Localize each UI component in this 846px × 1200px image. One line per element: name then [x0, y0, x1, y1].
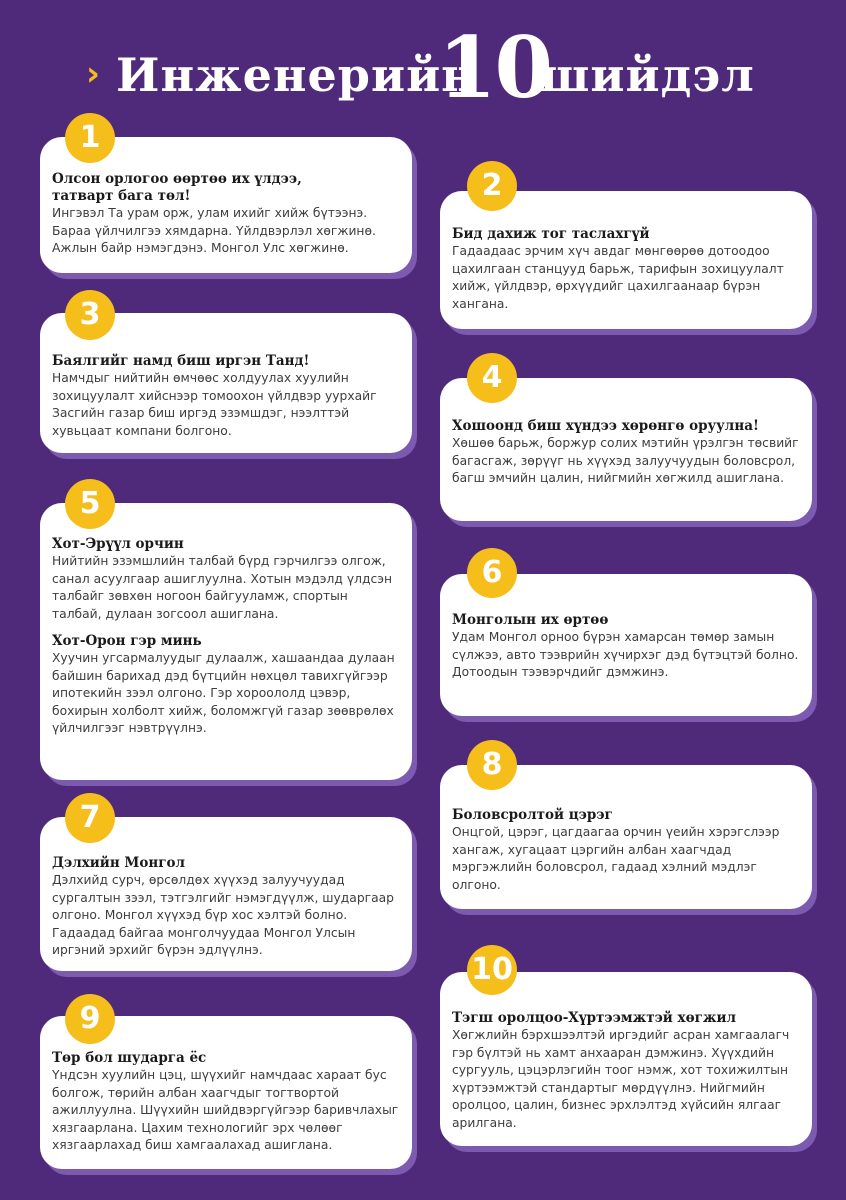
- card-10-body: Хөгжлийн бэрхшээлтэй иргэдийг асран хамгаалагч гэр бүлтэй нь хамт анхааран дэмжинэ. Хүүхдийн сургууль, цэцэрлэгийн тоог нэмж, хот тохижилтын хүртээмжтэй стандартыг мөрдүүлнэ. Нийгмийн оролцоо, цалин, бизнес эрхлэлтэд хүйсийн ялгааг арилгана.: [452, 1028, 790, 1130]
- title-word-left: Инженерийн: [116, 48, 476, 102]
- title-number: 10: [438, 18, 551, 117]
- card-3-title: Баялгийг намд биш иргэн Танд!: [52, 353, 310, 369]
- card-1-title: Олсон орлогоо өөртөө их үлдээ, татварт бага төл!: [52, 171, 302, 204]
- card-6-number-badge: 6: [467, 548, 517, 598]
- card-4-number-badge: 4: [467, 353, 517, 403]
- card-5-number-badge: 5: [65, 479, 115, 529]
- card-8-body: Онцгой, цэрэг, цагдаагаа орчин үеийн хэрэгслээр хангаж, хугацаат цэргийн албан хаагчдад мэргэжлийн боловсрол, гадаад хэлний мэдлэг олгоно.: [452, 825, 780, 892]
- card-5: [40, 503, 412, 780]
- card-8-number-badge: 8: [467, 740, 517, 790]
- card-5-gap: [52, 623, 400, 633]
- card-10-title: Тэгш оролцоо-Хүртээмжтэй хөгжил: [452, 1010, 737, 1026]
- card-6-body: Удам Монгол орноо бүрэн хамарсан төмөр замын сүлжээ, авто тээврийн хүчирхэг дэд бүтэцтэй болно. Дотоодын тээвэрчдийг дэмжинэ.: [452, 630, 799, 679]
- card-4-body: Хөшөө барьж, боржур солих мэтийн үрэлгэн төсвийг багасгаж, зөрүүг нь хүүхэд залуучуудын боловсрол, багш эмчийн цалин, нийгмийн хөгжилд ашиглана.: [452, 436, 799, 485]
- card-7-body: Дэлхийд сурч, өрсөлдөх хүүхэд залуучуудад сургалтын зээл, тэтгэлгийг нэмэгдүүлж, шударгаар олгоно. Монгол хүүхэд бүр хос хэлтэй болно. Гадаадад байгаа монголчуудаа Монгол Улсын иргэний эрхийг бүрэн эдлүүлнэ.: [52, 873, 394, 957]
- card-4-title: Хошоонд биш хүндээ хөрөнгө оруулна!: [452, 418, 759, 434]
- card-6-title: Монголын их өртөө: [452, 612, 609, 628]
- card-7-number-badge: 7: [65, 793, 115, 843]
- title-word-right: шийдэл: [540, 48, 755, 102]
- card-10-number-badge: 10: [467, 945, 517, 995]
- chevron-right-icon: ›: [86, 54, 101, 94]
- card-2-body: Гадаадаас эрчим хүч авдаг мөнгөөрөө дотоодоо цахилгаан станцууд барьж, тарифын зохицуулалт хийж, үйлдвэр, өрхүүдийг цахилгаанаар бүрэн хангана.: [452, 244, 784, 311]
- card-9-title: Төр бол шударга ёс: [52, 1050, 207, 1066]
- card-2: [440, 191, 812, 329]
- card-10: [440, 972, 812, 1146]
- card-5-subbody: Хуучин угсармалуудыг дулаалж, хашаандаа дулаан байшин барихад дэд бүтцийн нөхцөл тавихгүйгээр ипотекийн зээл олгоно. Гэр хороололд цэвэр, бохирын холболт хийж, боломжгүй газар зөөврөлөх үйлчилгээг нэвтрүүлнэ.: [52, 651, 395, 735]
- page-header: [0, 20, 846, 130]
- card-5-subtitle: Хот-Орон гэр минь: [52, 633, 202, 649]
- card-3-body: Намчдыг нийтийн өмчөөс холдуулах хуулийн зохицуулалт хийснээр томоохон үйлдвэр уурхайг Засгийн газар биш иргэд эзэмшдэг, нээлттэй хувьцаат компани болгоно.: [52, 371, 377, 438]
- card-2-title: Бид дахиж тог таслахгүй: [452, 226, 650, 242]
- card-8-title: Боловсролтой цэрэг: [452, 807, 613, 823]
- card-5-body: Нийтийн эзэмшлийн талбай бүрд гэрчилгээ олгож, санал асуулгаар ашиглуулна. Хотын мэдэлд үлдсэн талбайг зөвхөн ногоон байгууламж, спортын талбай, дулаан зогсоол ашиглана.: [52, 554, 393, 621]
- card-7-title: Дэлхийн Монгол: [52, 855, 186, 871]
- card-3-number-badge: 3: [65, 290, 115, 340]
- card-1-body: Ингэвэл Та урам орж, улам ихийг хийж бүтээнэ. Бараа үйлчилгээ хямдарна. Үйлдвэрлэл хөгжинө. Ажлын байр нэмэгдэнэ. Монгол Улс хөгжинө.: [52, 206, 376, 255]
- card-1-number-badge: 1: [65, 113, 115, 163]
- card-5-title: Хот-Эрүүл орчин: [52, 536, 184, 552]
- card-2-number-badge: 2: [467, 161, 517, 211]
- card-9-body: Үндсэн хуулийн цэц, шүүхийг намчдаас хараат бус болгож, төрийн албан хаагчдыг тогтвортой ажиллуулна. Шүүхийн шийдвэргүйгээр баривчлахыг хязгаарлана. Цахим технологийг эрх чөлөөг хязгаарлахад биш хамгаалахад ашиглана.: [52, 1068, 399, 1152]
- card-9-number-badge: 9: [65, 994, 115, 1044]
